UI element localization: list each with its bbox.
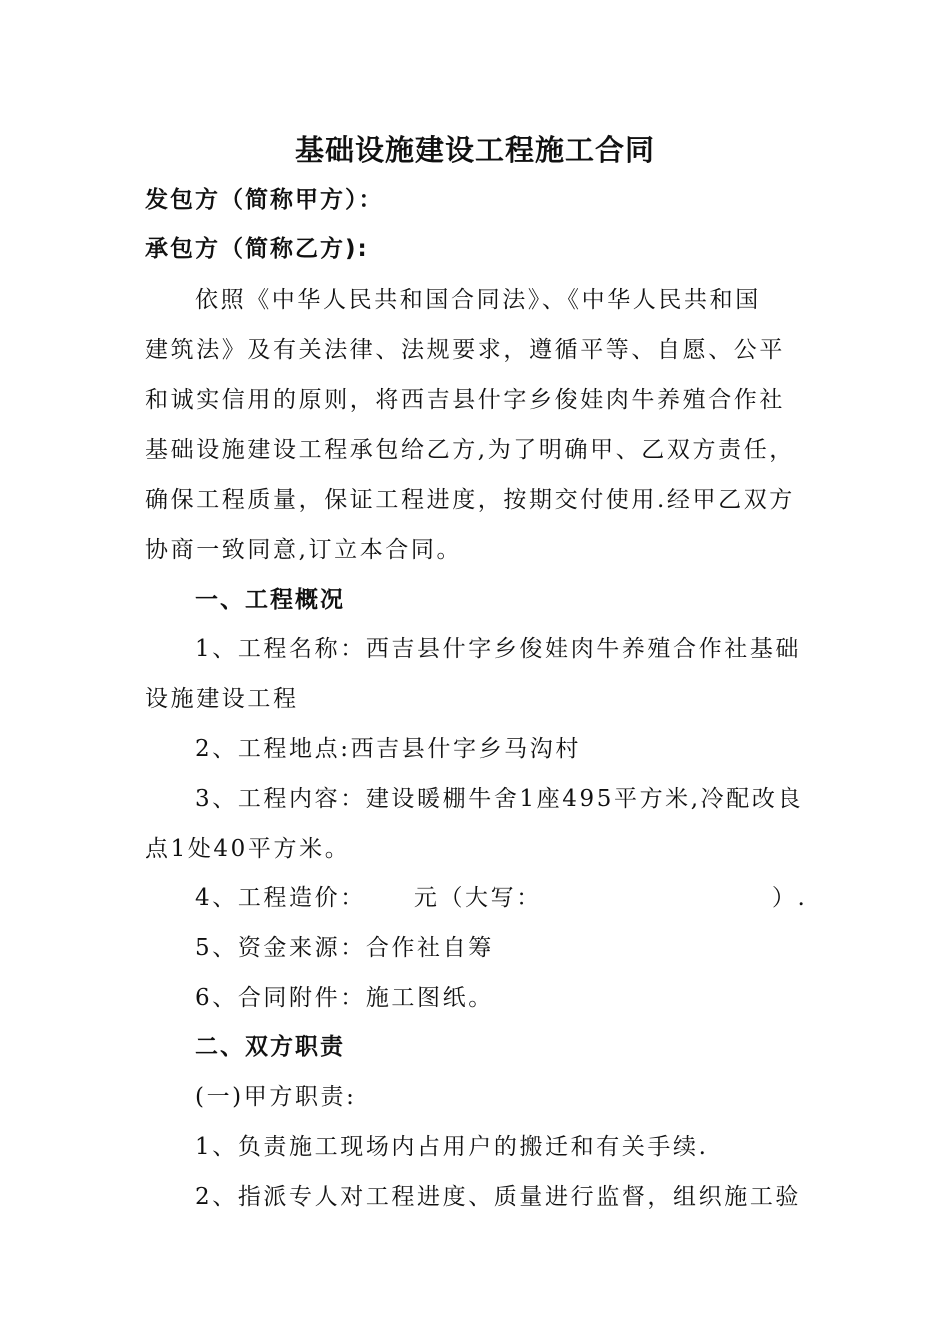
item-3-content: 3、工程内容：建设暖棚牛舍1座495平方米,冷配改良 [195, 786, 804, 812]
preamble-line-2: 建筑法》及有关法律、法规要求，遵循平等、自愿、公平 [145, 337, 785, 363]
item-5-funding: 5、资金来源：合作社自筹 [195, 935, 494, 961]
party-a-duties-heading: (一)甲方职责: [195, 1084, 357, 1110]
item-1-project-name-cont: 设施建设工程 [145, 686, 299, 712]
section-2-heading: 二、双方职责 [195, 1034, 345, 1060]
cost-label: 4、工程造价： [195, 885, 366, 911]
duty-item-2: 2、指派专人对工程进度、质量进行监督，组织施工验 [195, 1184, 802, 1210]
preamble-line-5: 确保工程质量，保证工程进度，按期交付使用.经甲乙双方 [145, 487, 795, 513]
duty-item-1: 1、负责施工现场内占用户的搬迁和有关手续. [195, 1134, 709, 1160]
item-3-content-cont: 点1处40平方米。 [145, 836, 351, 862]
item-1-project-name: 1、工程名称：西吉县什字乡俊娃肉牛养殖合作社基础 [195, 636, 802, 662]
preamble-line-4: 基础设施建设工程承包给乙方,为了明确甲、乙双方责任， [145, 437, 795, 463]
item-6-attachments: 6、合同附件：施工图纸。 [195, 985, 494, 1011]
item-4-cost [195, 881, 810, 915]
preamble-line-1: 依照《中华人民共和国合同法》、《中华人民共和国 [195, 287, 761, 313]
cost-unit: 元（大写： [413, 885, 542, 911]
section-1-heading: 一、工程概况 [195, 587, 345, 613]
party-b-line: 承包方（简称乙方): [145, 236, 369, 262]
preamble-line-6: 协商一致同意,订立本合同。 [145, 537, 463, 563]
document-title: 基础设施建设工程施工合同 [294, 133, 655, 167]
preamble-line-3: 和诚实信用的原则，将西吉县什字乡俊娃肉牛养殖合作社 [145, 387, 785, 413]
cost-end: ）. [771, 885, 808, 911]
party-a-line: 发包方（简称甲方）： [145, 187, 384, 213]
item-2-location: 2、工程地点:西吉县什字乡马沟村 [195, 736, 581, 762]
